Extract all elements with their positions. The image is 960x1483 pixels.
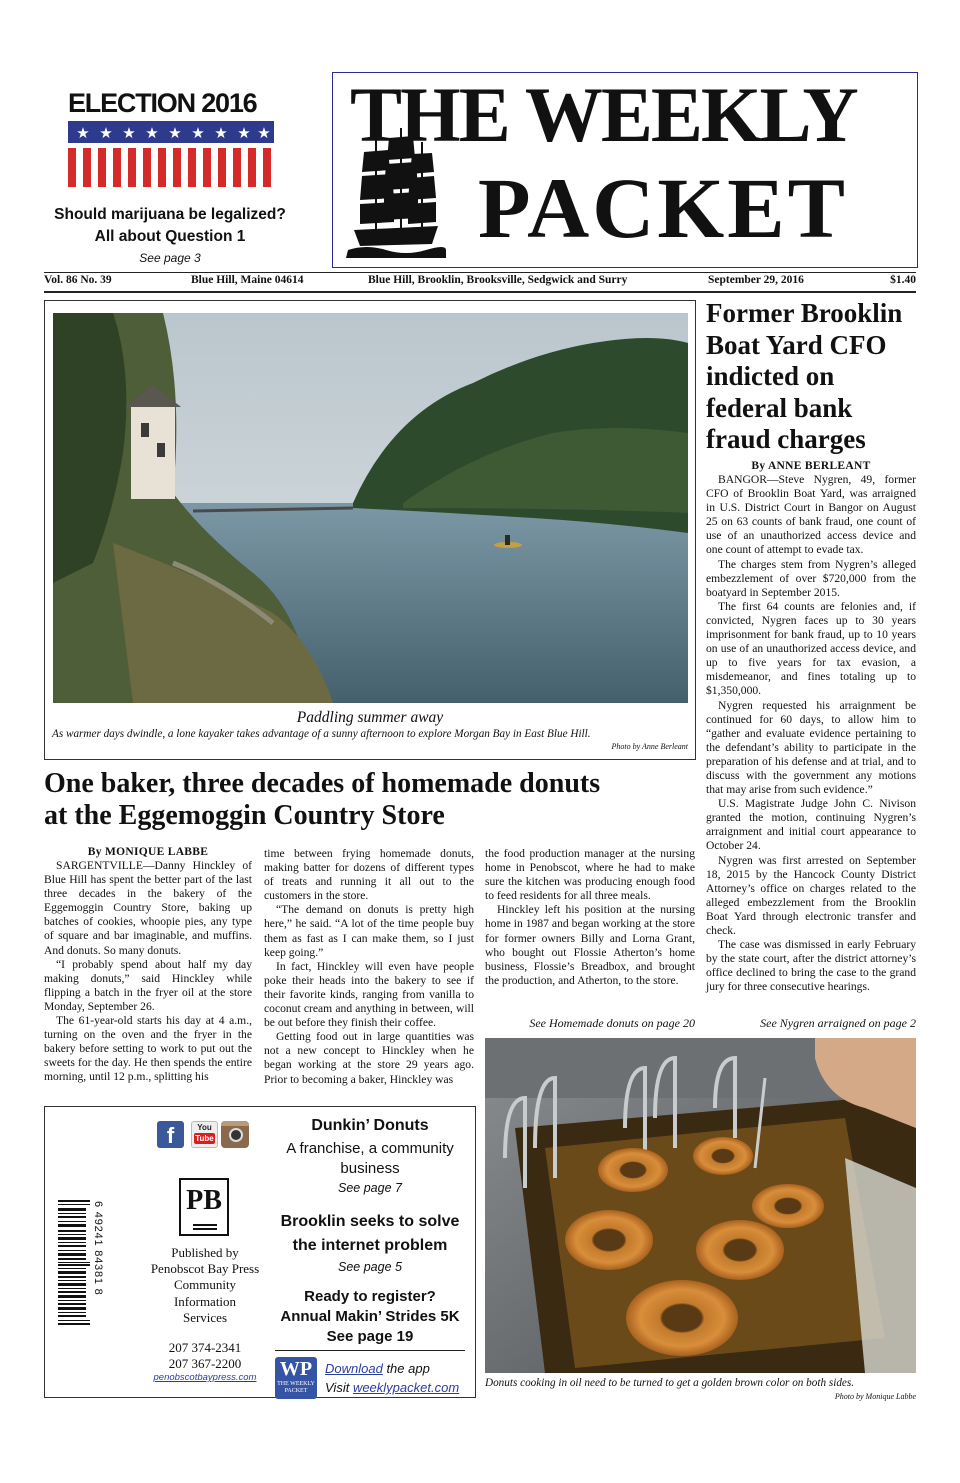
pb-logo-letters: PB — [186, 1185, 222, 1216]
instagram-icon[interactable] — [221, 1121, 249, 1148]
donuts-col3-para-2: Hinckley left his position at the nursing home in 1987 and began working at the store for former owners Billy and Lorna Grant, who bought out Flossie Atherton’s home business, Flossie’s Breadbox, and brought the production, and Atherton, to the store. — [485, 903, 695, 987]
donuts-headline-line-1[interactable]: One baker, three decades of homemade donuts — [44, 768, 601, 799]
cfo-jump-link[interactable]: See Nygren arraigned on page 2 — [760, 1016, 916, 1030]
cfo-headline-line-4: federal bank — [706, 392, 853, 423]
svg-text:★: ★ — [145, 124, 159, 142]
dateline-bottom-rule — [44, 291, 916, 293]
donuts-column-2 — [264, 847, 474, 1087]
weeklypacket-link[interactable]: weeklypacket.com — [352, 1380, 460, 1395]
photo1-credit: Photo by Anne Berleant — [611, 742, 688, 751]
cfo-column — [706, 460, 916, 994]
phone-2[interactable]: 207 367-2200 — [168, 1356, 242, 1371]
youtube-icon[interactable]: You Tube — [191, 1121, 218, 1148]
teaser-divider — [275, 1350, 465, 1351]
teaser-strides-see[interactable]: See page 19 — [326, 1328, 414, 1345]
publisher-line-5: Services — [182, 1309, 228, 1325]
dateline-towns: Blue Hill, Brooklin, Brooksville, Sedgwick and Surry — [368, 274, 628, 286]
photo1-title: Paddling summer away — [296, 709, 444, 726]
election-see-page[interactable]: See page 3 — [139, 251, 201, 265]
publisher-info — [140, 1245, 270, 1326]
cfo-headline-line-5: fraud charges — [706, 424, 866, 454]
svg-text:★: ★ — [99, 124, 113, 142]
photo1-caption: As warmer days dwindle, a lone kayaker takes advantage of a sunny afternoon to explore Morgan Bay in East Blue Hill. — [52, 728, 591, 740]
visit-line — [325, 1380, 475, 1395]
publisher-line-1: Published by — [171, 1245, 239, 1260]
teaser-strides-title-2[interactable]: Annual Makin’ Strides 5K — [280, 1308, 460, 1325]
cfo-headline-line-2: Boat Yard CFO — [706, 329, 887, 360]
election-title: ELECTION 2016 — [68, 88, 257, 118]
donuts-col1-para-2: “I probably spend about half my day making donuts,” said Hinckley while flipping a batch in the fryer oil at the store Monday, September 26. — [44, 957, 252, 1013]
donuts-col1-para-3: The 61-year-old starts his day at 4 a.m., turning on the oven and the fryer in the bakery before setting to work to put out the sweets for the day. He then spends the entire morning, until 12 p.m., splitting his — [44, 1014, 252, 1084]
dateline-volume: Vol. 86 No. 39 — [44, 274, 112, 286]
donuts-col2-para-3: In fact, Hinckley will even have people poke their heads into the bakery to see if their favorite kinds, ranging from vanilla to coconut cream and anything in between, will be out before they finish their coffee. — [264, 959, 474, 1030]
teaser-dunkin-subtitle: A franchise, a community business — [286, 1140, 454, 1177]
svg-text:★: ★ — [168, 124, 182, 142]
election-headline[interactable]: Should marijuana be legalized? — [54, 206, 286, 223]
masthead-title-line-2[interactable]: PACKET — [478, 160, 848, 256]
teaser-dunkin-see[interactable]: See page 7 — [338, 1181, 402, 1195]
photo2-credit: Photo by Monique Labbe — [834, 1392, 916, 1401]
donuts-headline-line-2[interactable]: at the Eggemoggin Country Store — [44, 800, 445, 831]
cfo-para-1: BANGOR—Steve Nygren, 49, former CFO of Brooklin Boat Yard, was arraigned in U.S. District Court in Bangor on August 25 on 63 counts of bank fraud, one count of use of an unauthorized access device and one count of attempt to evade tax. — [706, 473, 916, 557]
svg-text:★: ★ — [257, 124, 271, 142]
dateline-price: $1.40 — [890, 274, 916, 286]
svg-text:★: ★ — [214, 124, 228, 142]
download-app-link[interactable]: Download — [325, 1361, 383, 1376]
svg-text:★: ★ — [237, 124, 251, 142]
phone-1[interactable]: 207 374-2341 — [168, 1340, 242, 1355]
publisher-line-2: Penobscot Bay Press — [150, 1261, 260, 1277]
donuts-byline: By MONIQUE LABBE — [87, 846, 209, 858]
cfo-byline: By ANNE BERLEANT — [751, 460, 871, 472]
download-app-text: the app — [382, 1361, 430, 1376]
cfo-para-2: The charges stem from Nygren’s alleged embezzlement of over $720,000 from the boatyard in September 2015. — [706, 557, 916, 599]
donuts-col2-para-4: Getting food out in large quantities was not a new concept to Hinckley when he began working at the store 29 years ago. Prior to becoming a baker, Hinckley was — [264, 1030, 474, 1086]
election-subheadline[interactable]: All about Question 1 — [94, 228, 246, 245]
cfo-para-5: U.S. Magistrate Judge John C. Nivison granted the motion, continuing Nygren’s arraignment and initial court appearance to October 24. — [706, 797, 916, 853]
donuts-col2-para-2: “The demand on donuts is pretty high here,” he said. “A lot of the time people buy them as fast as I can make them, so I just keep going.” — [264, 903, 474, 959]
svg-text:★: ★ — [76, 124, 90, 142]
cfo-para-6: Nygren was first arrested on September 18, 2015 by the Hancock County District Attorney’s office on charges related to the alleged embezzlement from the Brooklin Boat Yard through electronic transfer and check. — [706, 853, 916, 937]
donuts-jump-link[interactable]: See Homemade donuts on page 20 — [529, 1016, 695, 1030]
teaser-strides-title-1[interactable]: Ready to register? — [304, 1288, 436, 1305]
donuts-column-1 — [44, 846, 252, 1085]
election-flag — [68, 121, 274, 187]
cfo-para-4: Nygren requested his arraignment be continued for 60 days, to allow him to “gather and evaluate evidence pertaining to the defendant’s ability to participate in the preparation of his defense and at trial, and to discuss with the government any motions that may arise from such evidence.” — [706, 698, 916, 797]
download-app-line — [325, 1361, 475, 1376]
cfo-para-3: The first 64 counts are felonies and, if convicted, Nygren faces up to 30 years imprisonment for bank fraud, up to 10 years on use of an unauthorized access device, and up to five years for tax evasion, a misdemeanor, and fines totaling up to $1,350,000. — [706, 599, 916, 698]
facebook-icon[interactable]: f — [157, 1121, 184, 1148]
donuts-photo[interactable] — [485, 1038, 916, 1373]
photo2-caption: Donuts cooking in oil need to be turned to get a golden brown color on both sides. — [485, 1377, 855, 1389]
donuts-col1-para-1: SARGENTVILLE—Danny Hinckley of Blue Hill has spent the better part of the last three decades in the bakery of the Eggemoggin Country Store, baking up batches of cookies, whoopie pies, any type of square and bar imaginable, and muffins. And donuts. So many donuts. — [44, 859, 252, 957]
cfo-headline-line-3: indicted on — [706, 361, 835, 391]
cfo-para-7: The case was dismissed in early February by the state court, after the district attorney’s office declined to bring the case to the grand jury for three consecutive hearings. — [706, 938, 916, 994]
dateline — [44, 274, 916, 290]
visit-label: Visit — [325, 1380, 353, 1395]
donuts-col2-para-1: time between frying homemade donuts, making batter for dozens of different types of treats and running it all out to the customers in the store. — [264, 847, 474, 903]
dateline-top-rule — [44, 272, 916, 273]
dateline-date: September 29, 2016 — [708, 274, 804, 286]
teaser-internet-see[interactable]: See page 5 — [338, 1260, 402, 1274]
cfo-headline[interactable] — [706, 298, 918, 456]
donuts-col3-para-1: the food production manager at the nursing home in Penobscot, where he had to make sure the kitchen was producing enough food to feed residents for all three meals. — [485, 847, 695, 903]
wp-app-logo[interactable] — [275, 1357, 317, 1399]
svg-text:★: ★ — [191, 124, 205, 142]
masthead-title-line-1[interactable]: THE WEEKLY — [350, 71, 857, 158]
publisher-website-link[interactable]: penobscotbaypress.com — [153, 1372, 257, 1383]
publisher-line-3: Community — [173, 1277, 237, 1293]
teaser-internet-title[interactable]: Brooklin seeks to solve the internet problem — [280, 1213, 460, 1254]
pb-logo — [179, 1178, 229, 1236]
svg-text:★: ★ — [122, 124, 136, 142]
donuts-column-3 — [485, 847, 695, 988]
publisher-line-4: Information — [173, 1293, 237, 1309]
barcode-number: 6 49241 84381 8 — [92, 1201, 104, 1296]
cfo-headline-line-1: Former Brooklin — [706, 298, 903, 328]
teaser-dunkin-title[interactable]: Dunkin’ Donuts — [311, 1117, 429, 1134]
kayak-photo[interactable] — [53, 313, 688, 703]
dateline-location: Blue Hill, Maine 04614 — [191, 274, 304, 286]
wp-app-logo-letters: WP — [279, 1358, 313, 1380]
wp-app-logo-sub: THE WEEKLY PACKET — [277, 1381, 315, 1394]
